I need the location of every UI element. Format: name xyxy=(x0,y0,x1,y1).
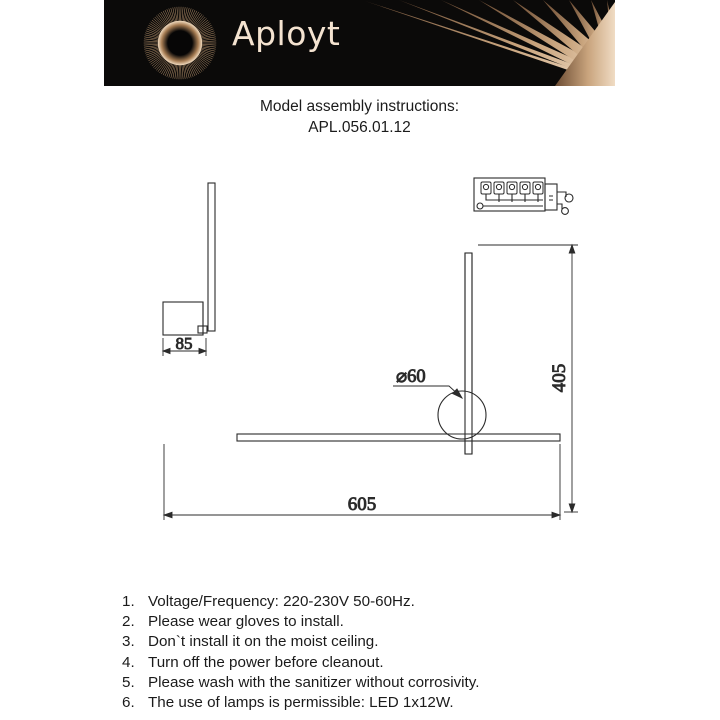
list-item-number: 4. xyxy=(122,653,135,671)
list-item-text: Please wear gloves to install. xyxy=(148,613,344,631)
dimension-605-label: 605 xyxy=(347,494,377,515)
dimension-diameter-60 xyxy=(393,367,462,398)
list-item-number: 5. xyxy=(122,673,135,691)
list-item-text: Please wash with the sanitizer without corrosivity. xyxy=(148,673,480,691)
bar-overlap-edges xyxy=(237,253,560,454)
list-item-text: Turn off the power before cleanout. xyxy=(148,653,384,671)
list-item-number: 3. xyxy=(122,633,135,651)
list-item-number: 2. xyxy=(122,613,135,631)
list-item xyxy=(122,612,622,632)
list-item xyxy=(122,673,622,693)
dimension-85 xyxy=(163,334,206,356)
list-item xyxy=(122,693,622,713)
vertical-bar-right xyxy=(465,253,472,454)
brand-header-band xyxy=(104,0,615,86)
wall-bracket-detail xyxy=(163,302,207,335)
page-title xyxy=(104,96,615,138)
brand-wordmark: Aployt xyxy=(232,14,341,53)
sunburst-logo-icon xyxy=(142,6,218,80)
dimension-405-label: 405 xyxy=(549,363,570,393)
list-item xyxy=(122,653,622,673)
vertical-bar-left xyxy=(208,183,215,331)
list-item-number: 6. xyxy=(122,694,135,712)
list-item-text: Voltage/Frequency: 220-230V 50-60Hz. xyxy=(148,593,415,610)
list-item-text: The use of lamps is permissible: LED 1x12W. xyxy=(148,694,454,712)
round-joint xyxy=(438,391,486,439)
title-line-1: Model assembly instructions: xyxy=(260,98,459,115)
dimension-605 xyxy=(164,444,560,520)
dimension-diameter-60-label: ⌀60 xyxy=(396,367,426,387)
list-item xyxy=(122,632,622,652)
dimension-85-label: 85 xyxy=(175,334,193,353)
title-line-2: APL.056.01.12 xyxy=(308,119,411,136)
horizontal-bar xyxy=(237,434,560,441)
list-item xyxy=(122,592,622,612)
list-item-number: 1. xyxy=(122,593,135,610)
dimension-405 xyxy=(478,245,578,512)
list-item-text: Don`t install it on the moist ceiling. xyxy=(148,633,379,651)
radial-rays-decor-icon xyxy=(355,0,615,86)
terminal-block-detail xyxy=(474,178,573,214)
instructions-list xyxy=(122,592,622,713)
